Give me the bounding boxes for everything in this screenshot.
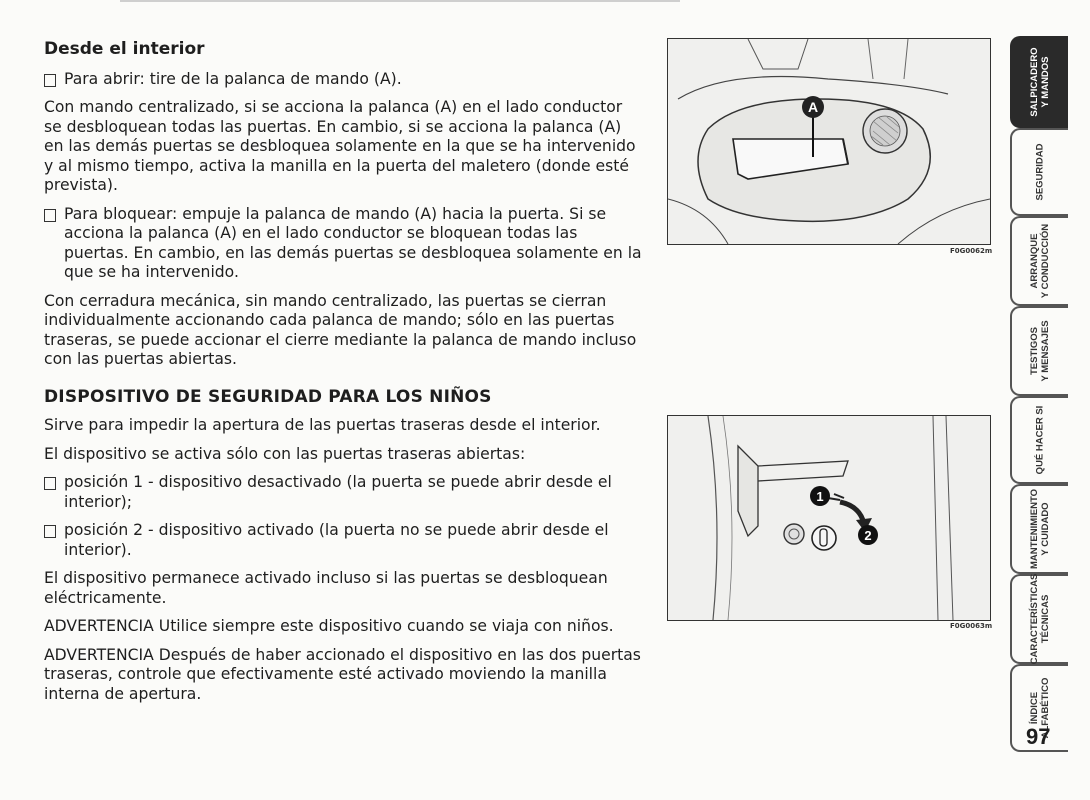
paragraph-cerradura-mecanica: Con cerradura mecánica, sin mando centralizado, las puertas se cierran individualmente accionando cada palanca de mando; sólo en las puertas traseras, se puede accionar el cierre mediante la palanca de mando incluso con las puertas abiertas. bbox=[44, 291, 637, 368]
main-text-column bbox=[44, 40, 644, 713]
checkbox-bullet-icon bbox=[44, 209, 56, 222]
figure-door-lever bbox=[667, 38, 991, 245]
door-lever-illustration bbox=[668, 39, 990, 244]
heading-seguridad-ninos: DISPOSITIVO DE SEGURIDAD PARA LOS NIÑOS bbox=[44, 386, 492, 407]
paragraph-se-activa: El dispositivo se activa sólo con las puertas traseras abiertas: bbox=[44, 444, 526, 463]
callout-a: A bbox=[807, 99, 819, 115]
paragraph-advertencia-2: ADVERTENCIA Después de haber accionado el dispositivo en las dos puertas traseras, controle que efectivamente esté activado moviendo la manilla interna de apertura. bbox=[44, 645, 641, 703]
checkbox-bullet-icon bbox=[44, 525, 56, 538]
figure-child-lock bbox=[667, 415, 991, 621]
child-lock-illustration bbox=[668, 416, 990, 620]
figure-2-code: F0G0063m bbox=[950, 622, 993, 630]
top-rule bbox=[120, 0, 680, 2]
paragraph-permanece: El dispositivo permanece activado incluso si las puertas se desbloquean eléctricamente. bbox=[44, 569, 608, 607]
checkbox-bullet-icon bbox=[44, 477, 56, 490]
figure-1-code: F0G0062m bbox=[950, 247, 993, 255]
tab-caracteristicas[interactable]: CARACTERÍSTICAS TÉCNICAS bbox=[1010, 574, 1068, 664]
tab-arranque[interactable]: ARRANQUE Y CONDUCCIÓN bbox=[1010, 216, 1068, 306]
tab-seguridad[interactable]: SEGURIDAD bbox=[1010, 128, 1068, 216]
callout-1: 1 bbox=[816, 489, 824, 504]
tab-testigos[interactable]: TESTIGOS Y MENSAJES bbox=[1010, 306, 1068, 396]
bullet-posicion-2: posición 2 - dispositivo activado (la puerta no se puede abrir desde el interior). bbox=[44, 521, 644, 560]
bullet-abrir: Para abrir: tire de la palanca de mando (A). bbox=[44, 70, 644, 90]
heading-desde-el-interior: Desde el interior bbox=[44, 39, 205, 59]
tab-que-hacer-si[interactable]: QUÉ HACER SI bbox=[1010, 396, 1068, 484]
paragraph-advertencia-1: ADVERTENCIA Utilice siempre este dispositivo cuando se viaja con niños. bbox=[44, 617, 614, 635]
callout-2: 2 bbox=[864, 528, 872, 543]
bullet-bloquear: Para bloquear: empuje la palanca de mando (A) hacia la puerta. Si se acciona la palanca (A) en el lado conductor se bloquean todas las puertas. En cambio, en las demás puertas se desbloquea solamente en la que se ha intervenido. bbox=[44, 205, 644, 283]
paragraph-sirve: Sirve para impedir la apertura de las puertas traseras desde el interior. bbox=[44, 416, 601, 434]
bullet-posicion-1: posición 1 - dispositivo desactivado (la puerta se puede abrir desde el interior); bbox=[44, 473, 644, 512]
section-tabs bbox=[1010, 36, 1066, 756]
tab-salpicadero[interactable]: SALPICADERO Y MANDOS bbox=[1010, 36, 1068, 128]
checkbox-bullet-icon bbox=[44, 74, 56, 87]
paragraph-mando-centralizado: Con mando centralizado, si se acciona la palanca (A) en el lado conductor se desbloquean todas las puertas. En cambio, si se acciona la palanca (A) en las demás puertas se desbloquea solamente en la que se ha intervenido y al mismo tiempo, activa la manilla en la puerta del maletero (donde esté prevista). bbox=[44, 98, 636, 194]
tab-mantenimiento[interactable]: MANTENIMIENTO Y CUIDADO bbox=[1010, 484, 1068, 574]
tab-indice[interactable]: ÍNDICE ALFABÉTICO bbox=[1010, 664, 1068, 752]
page-number: 97 bbox=[1026, 724, 1051, 749]
